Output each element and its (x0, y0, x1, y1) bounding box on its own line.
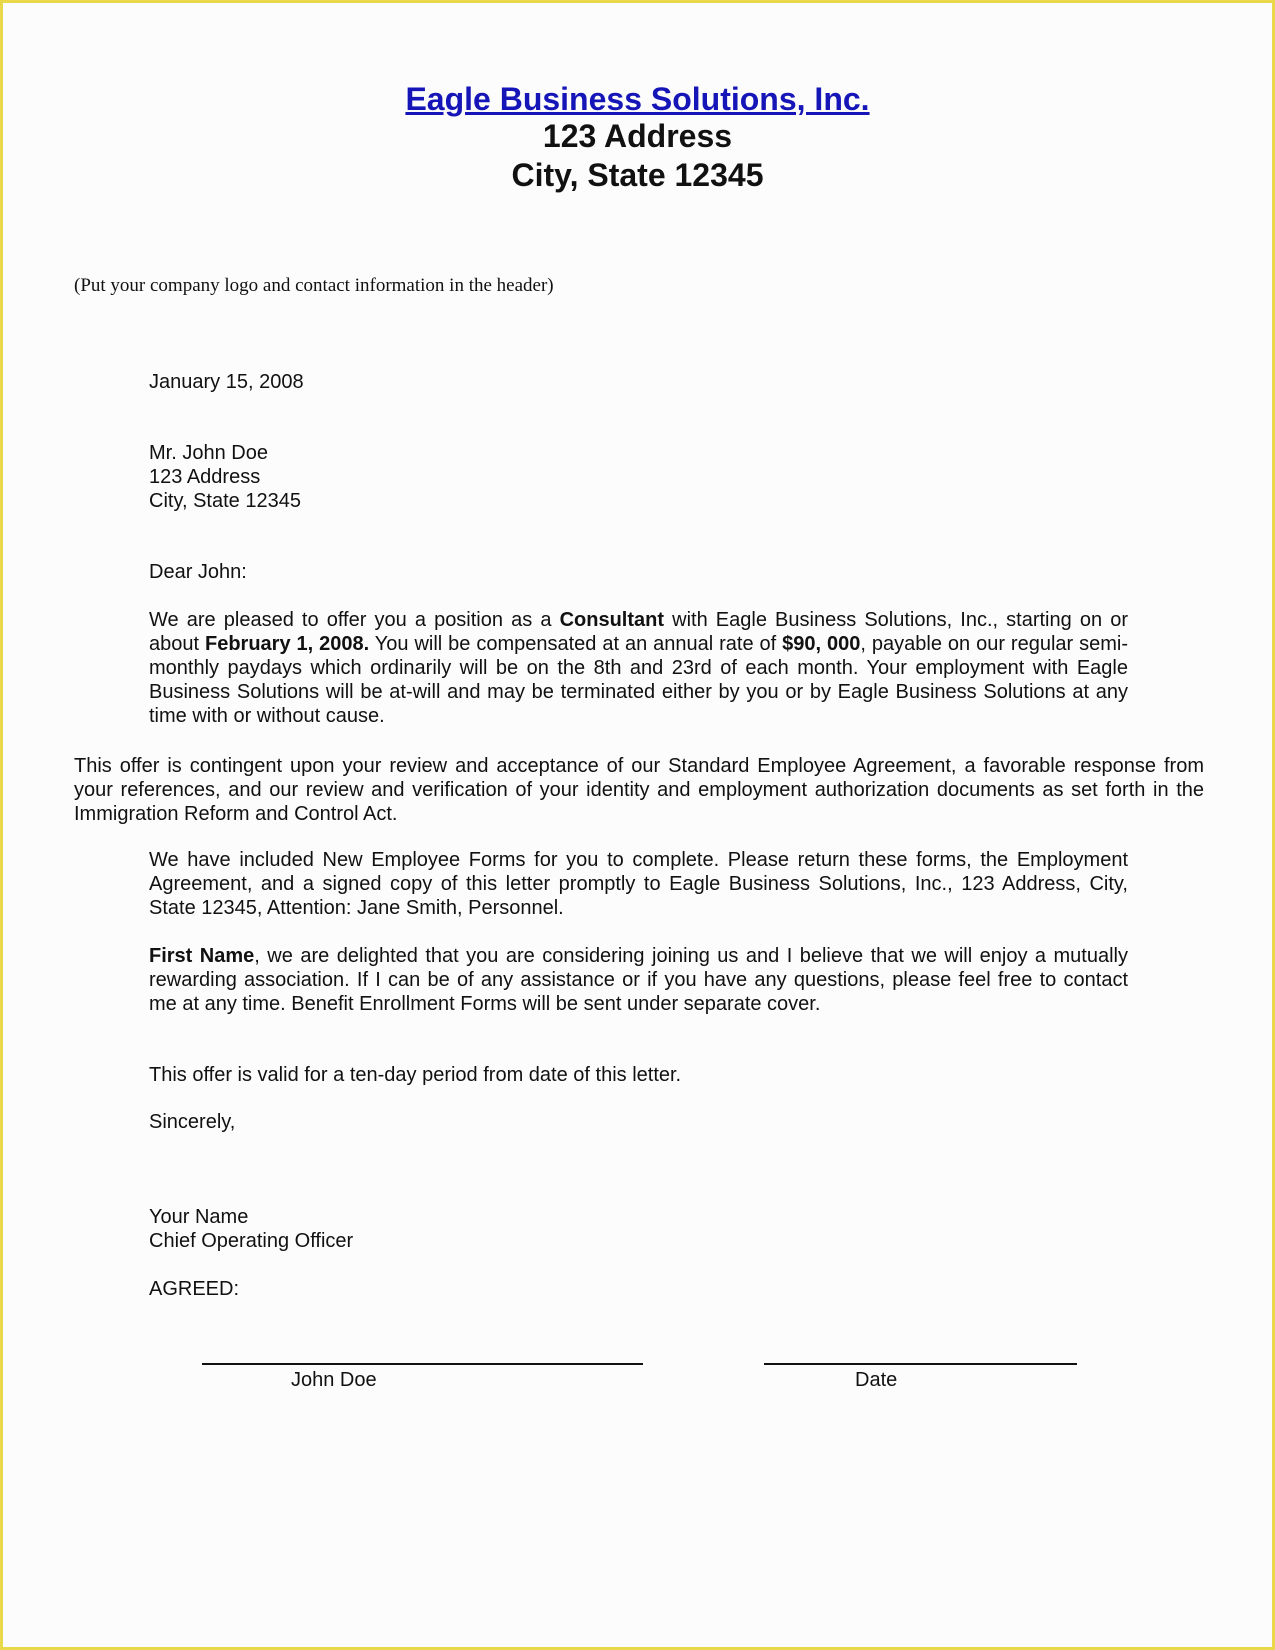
recipient-name: Mr. John Doe (149, 442, 268, 464)
offer-paragraph (149, 608, 1128, 728)
welcome-paragraph (149, 944, 1128, 1016)
header-instruction-note: (Put your company logo and contact information in the header) (74, 275, 554, 296)
signature-label-date: Date (855, 1369, 898, 1391)
contingency-paragraph: This offer is contingent upon your review and acceptance of our Standard Employee Agreement, a favorable response from your references, and our review and verification of your identity and employment authorization documents as set forth in the Immigration Reform and Control Act. (74, 755, 1204, 825)
signer-name: Your Name (149, 1206, 249, 1228)
salary-amount: $90, 000 (782, 633, 861, 655)
offer-text-3: You will be compensated at an annual rate of (369, 633, 783, 655)
offer-text-4: , payable on our regular semi-monthly paydays which ordinarily will be on the 8th and 23rd of each month. Your employment with Eagle Business Solutions will be at-will and may be terminated either by you or by Eagle Business Solutions at any time with or without cause. (149, 633, 1128, 727)
agreed-label: AGREED: (149, 1278, 240, 1300)
offer-text-2: with Eagle Business Solutions, Inc., starting on or about (149, 609, 1128, 655)
watermark (43, 1599, 46, 1609)
start-date: February 1, 2008. (205, 633, 370, 655)
closing: Sincerely, (149, 1111, 236, 1133)
letter-date: January 15, 2008 (149, 371, 304, 393)
signature-label-name: John Doe (291, 1369, 377, 1391)
first-name-placeholder: First Name (149, 945, 255, 967)
offer-text-1: We are pleased to offer you a position as a (149, 609, 560, 631)
company-name[interactable]: Eagle Business Solutions, Inc. (405, 81, 870, 117)
letter-page (3, 3, 1272, 1647)
position-title: Consultant (559, 609, 665, 631)
forms-paragraph: We have included New Employee Forms for you to complete. Please return these forms, the Employment Agreement, and a signed copy of this letter promptly to Eagle Business Solutions, Inc., 123 Address, City, State 12345, Attention: Jane Smith, Personnel. (149, 849, 1128, 919)
company-city-state: City, State 12345 (511, 157, 764, 193)
salutation: Dear John: (149, 561, 247, 583)
validity-statement: This offer is valid for a ten-day period from date of this letter. (149, 1064, 682, 1086)
recipient-city-state: City, State 12345 (149, 490, 301, 512)
signature-line-name (202, 1363, 643, 1365)
welcome-text: , we are delighted that you are considering joining us and I believe that we will enjoy a mutually rewarding association. If I can be of any assistance or if you have any questions, please feel free to contact me at any time. Benefit Enrollment Forms will be sent under separate cover. (149, 945, 1128, 1015)
company-address: 123 Address (542, 118, 733, 154)
signature-line-date (764, 1363, 1077, 1365)
signer-title: Chief Operating Officer (149, 1230, 354, 1252)
recipient-address: 123 Address (149, 466, 261, 488)
